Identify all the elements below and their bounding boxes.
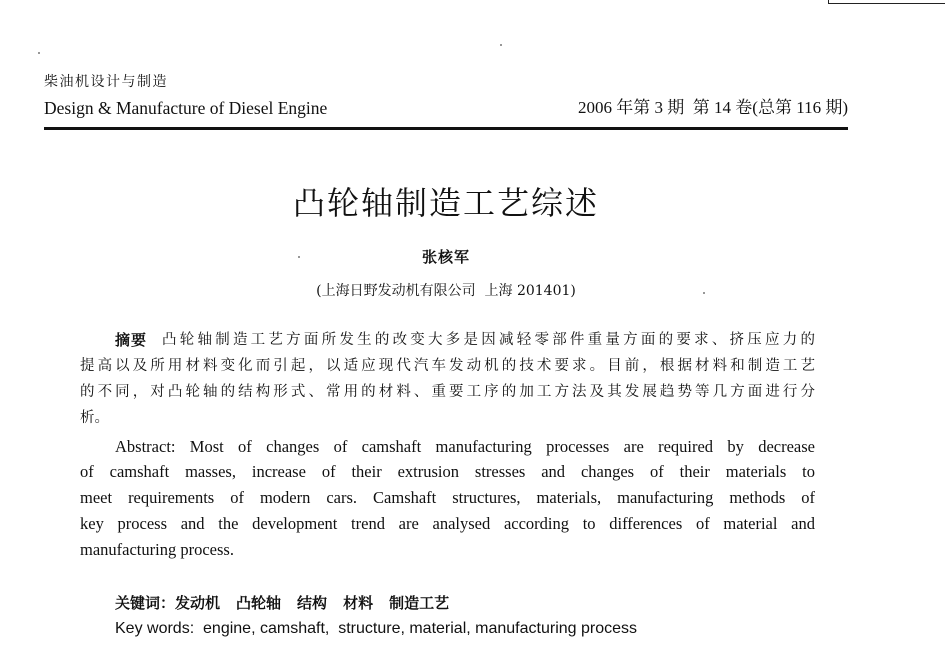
issue-info: 2006 年第 3 期 第 14 卷(总第 116 期) <box>578 98 848 117</box>
scan-speck <box>38 52 40 54</box>
article-title: 凸轮轴制造工艺综述 <box>292 184 599 222</box>
abstract-cn-line: 析。 <box>80 410 109 426</box>
keywords-cn <box>115 593 465 613</box>
abstract-en-line: manufacturing process. <box>80 540 234 559</box>
scan-speck <box>298 256 300 258</box>
abstract-en-line: key process and the development trend are analysed according to differences of material and <box>80 514 815 533</box>
article-affiliation: (上海日野发动机有限公司 上海 201401) <box>316 283 576 299</box>
abstract-en-line: meet requirements of modern cars. Camshaft structures, materials, manufacturing methods of <box>80 488 815 507</box>
keywords-en: Key words: engine, camshaft, structure, material, manufacturing process <box>115 620 638 637</box>
keyword-term: 材料 <box>343 594 374 612</box>
keywords-cn-label: 关键词： <box>115 594 176 612</box>
article-author: 张核军 <box>421 248 470 266</box>
keyword-term: 制造工艺 <box>389 594 450 612</box>
abstract-cn-line: 的不同，对凸轮轴的结构形式、常用的材料、重要工序的加工方法及其发展趋势等几方面进行分 <box>80 384 815 400</box>
keyword-term: 结构 <box>297 594 328 612</box>
scan-speck <box>500 44 502 46</box>
abstract-cn-line: 提高以及所用材料变化而引起，以适应现代汽车发动机的技术要求。目前，根据材料和制造工艺 <box>80 358 815 374</box>
abstract-en-line: of camshaft masses, increase of their extrusion stresses and changes of their materials to <box>80 462 815 481</box>
journal-name-en: Design & Manufacture of Diesel Engine <box>44 98 328 118</box>
header-rule <box>44 127 848 130</box>
abstract-en-line: Abstract: Most of changes of camshaft manufacturing processes are required by decrease <box>115 437 815 456</box>
corner-frame <box>828 0 945 4</box>
abstract-cn-line: 凸轮轴制造工艺方面所发生的改变大多是因减轻零部件重量方面的要求、挤压应力的 <box>162 332 815 348</box>
journal-name-cn: 柴油机设计与制造 <box>44 74 168 90</box>
keyword-term: 发动机 <box>175 594 221 612</box>
abstract-cn-label: 摘要 <box>115 331 148 349</box>
keyword-term: 凸轮轴 <box>236 594 282 612</box>
scan-speck <box>703 292 705 294</box>
